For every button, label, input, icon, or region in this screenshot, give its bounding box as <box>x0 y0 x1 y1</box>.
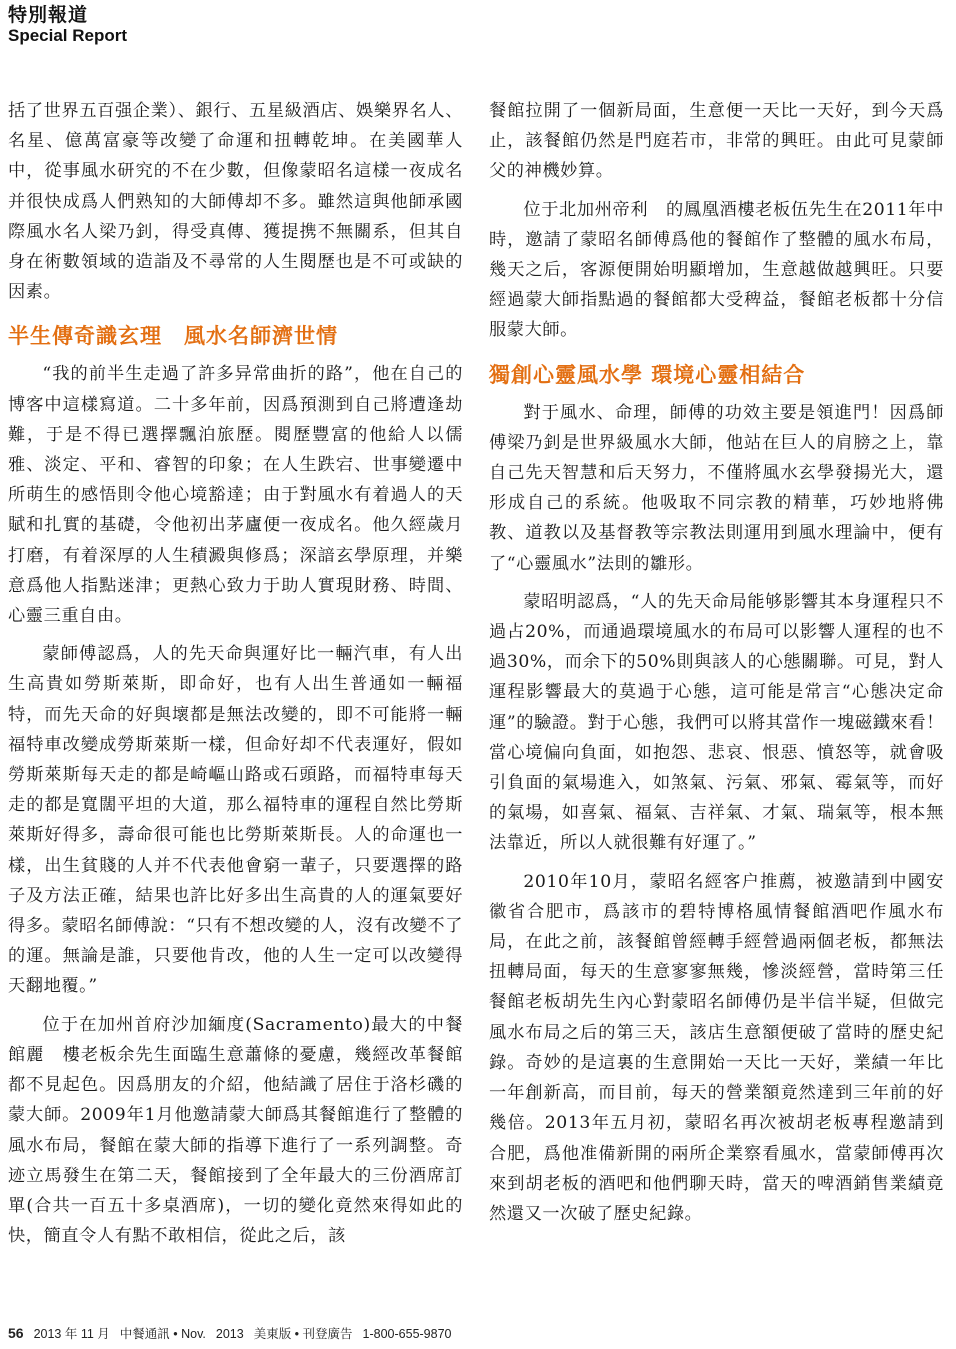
footer-date: 2013 年 11 月 <box>33 1327 110 1341</box>
page-header <box>8 4 127 46</box>
paragraph: 位于在加州首府沙加緬度(Sacramento)最大的中餐館麗 樓老板余先生面臨生意蕭條的憂慮，幾經改革餐館都不見起色。因爲朋友的介紹，他結識了居住于洛杉磯的蒙大師。2009年1月他邀請蒙大師爲其餐館進行了整體的風水布局，餐館在蒙大師的指導下進行了一系列調整。奇迹立馬發生在第二天，餐館接到了全年最大的三份酒席訂單(合共一百五十多桌酒席)，一切的變化竟然來得如此的快，簡直令人有點不敢相信，從此之后，該 <box>8 1014 463 1247</box>
section-label-en: Special Report <box>8 26 128 45</box>
section-heading: 半生傳奇識玄理 風水名師濟世情 <box>8 324 338 349</box>
page-number: 56 <box>8 1325 24 1341</box>
paragraph: 對于風水、命理，師傅的功效主要是領進門！因爲師傅梁乃釗是世界級風水大師，他站在巨人的肩膀之上，靠自己先天智慧和后天努力，不僅將風水玄學發揚光大，還形成自己的系統。他吸取不同宗教的精華，巧妙地將佛教、道教以及基督教等宗教法則運用到風水理論中，便有了“心靈風水”法則的雛形。 <box>489 402 944 574</box>
left-column <box>8 96 463 1259</box>
footer-phone: 1-800-655-9870 <box>362 1327 452 1341</box>
paragraph: 括了世界五百强企業）、銀行、五星級酒店、娛樂界名人、名星、億萬富豪等改變了命運和扭轉乾坤。在美國華人中，從事風水研究的不在少數，但像蒙昭名這樣一夜成名并很快成爲人們熟知的大師傅却不多。雖然這與他師承國際風水名人梁乃釗，得受真傳、獲提携不無關系，但其自身在術數領域的造詣及不尋常的人生閱歷也是不可或缺的因素。 <box>8 101 463 303</box>
footer-publication: 中餐通訊 • Nov. <box>119 1327 206 1341</box>
paragraph: “我的前半生走過了許多异常曲折的路”，他在自己的博客中這樣寫道。二十多年前，因爲預測到自己將遭逢劫難，于是不得已選擇飄泊旅歷。閱歷豐富的他給人以儒雅、淡定、平和、睿智的印象；在人生跌宕、世事變遷中所萌生的感悟則令他心境豁達；由于對風水有着過人的天賦和扎實的基礎，令他初出茅廬便一夜成名。他久經歲月打磨，有着深厚的人生積澱與修爲；深諳玄學原理，并樂意爲他人指點迷津；更熱心致力于助人實現財務、時間、心靈三重自由。 <box>8 364 463 627</box>
paragraph: 2010年10月，蒙昭名經客户推薦，被邀請到中國安徽省合肥市，爲該市的碧特博格風情餐館酒吧作風水布局，在此之前，該餐館曾經轉手經營過兩個老板，都無法扭轉局面，每天的生意寥寥無幾，慘淡經營，當時第三任餐館老板胡先生內心對蒙昭名師傅仍是半信半疑，但做完風水布局之后的第三天，該店生意額便破了當時的歷史紀錄。奇妙的是這裏的生意開始一天比一天好，業績一年比一年創新高，而目前，每天的營業額竟然達到三年前的好幾倍。2013年五月初，蒙昭名再次被胡老板專程邀請到合肥，爲他准備新開的兩所企業察看風水，當蒙師傅再次來到胡老板的酒吧和他們聊天時，當天的啤酒銷售業績竟然還又一次破了歷史紀錄。 <box>489 871 944 1224</box>
footer-edition: 美東版 • 刊登廣告 <box>253 1327 353 1341</box>
paragraph: 位于北加州帝利 的鳳凰酒樓老板伍先生在2011年中時，邀請了蒙昭名師傅爲他的餐館作了整體的風水布局，幾天之后，客源便開始明顯增加，生意越做越興旺。只要經過蒙大師指點過的餐館都大受稗益，餐館老板都十分信服蒙大師。 <box>489 199 944 341</box>
paragraph: 餐館拉開了一個新局面，生意便一天比一天好，到今天爲止，該餐館仍然是門庭若市，非常的興旺。由此可見蒙師父的神機妙算。 <box>489 101 944 182</box>
paragraph: 蒙師傅認爲，人的先天命與運好比一輛汽車，有人出生高貴如勞斯萊斯，即命好，也有人出生普通如一輛福特，而先天命的好與壞都是無法改變的，即不可能將一輛福特車改變成勞斯萊斯一樣，但命好却不代表運好，假如勞斯萊斯每天走的都是崎嶇山路或石頭路，而福特車每天走的都是寬闊平坦的大道，那么福特車的運程自然比勞斯萊斯好得多，壽命很可能也比勞斯萊斯長。人的命運也一樣，出生貧賤的人并不代表他會窮一輩子，只要選擇的路子及方法正確，結果也許比好多出生高貴的人的運氣要好得多。蒙昭名師傅說：“只有不想改變的人，沒有改變不了的運。無論是誰，只要他肯改，他的人生一定可以改變得天翻地覆。” <box>8 644 463 997</box>
section-label-zh: 特別報道 <box>8 4 89 26</box>
footer-year: 2013 <box>215 1327 244 1341</box>
section-heading: 獨創心靈風水學 環境心靈相結合 <box>489 362 806 387</box>
paragraph: 蒙昭明認爲，“人的先天命局能够影響其本身運程只不過占20%，而通過環境風水的布局可以影響人運程的也不過30%，而余下的50%則與該人的心態關聯。可見，對人運程影響最大的莫過于心態，這可能是常言“心態决定命運”的驗證。對于心態，我們可以將其當作一塊磁鐵來看！當心境偏向負面，如抱怨、悲哀、恨惡、憤怒等，就會吸引負面的氣場進入，如煞氣、污氣、邪氣、霉氣等，而好的氣場，如喜氣、福氣、吉祥氣、才氣、瑞氣等，根本無法靠近，所以人就很難有好運了。” <box>489 591 944 854</box>
page-footer <box>8 1324 452 1342</box>
right-column <box>489 96 944 1237</box>
